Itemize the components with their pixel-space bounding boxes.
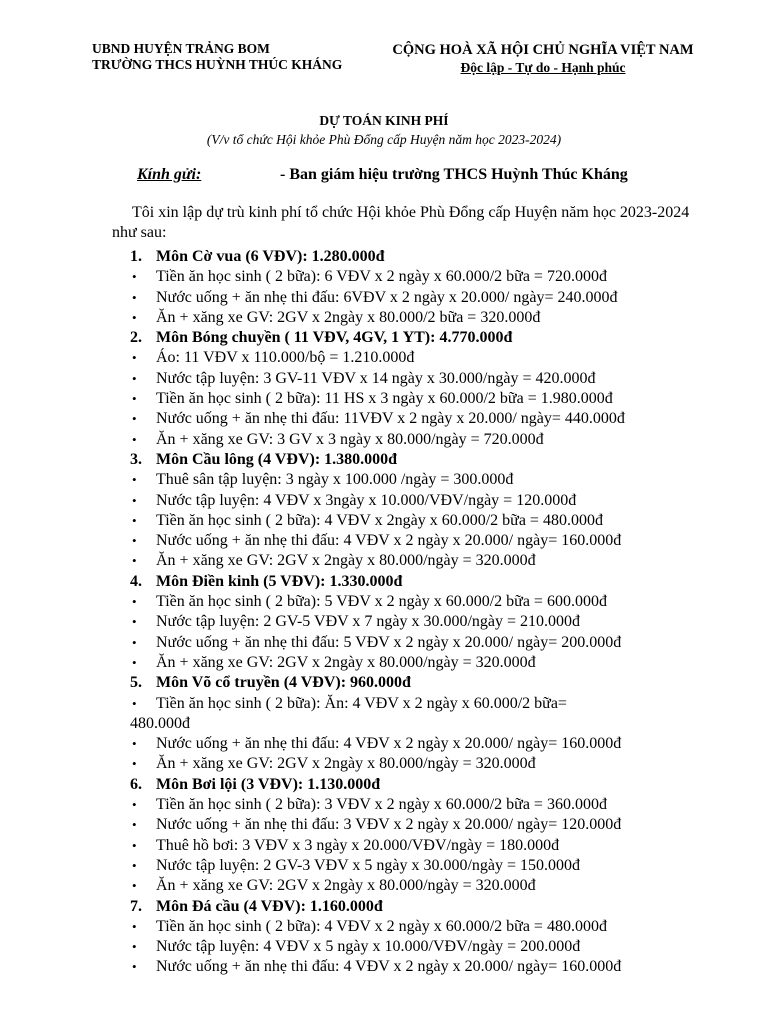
bullet-icon: • bbox=[132, 918, 137, 934]
list-item: • Ăn + xăng xe GV: 2GV x 2ngày x 80.000/ngày = 320.000đ bbox=[130, 551, 710, 571]
list-item: • Nước tập luyện: 2 GV-3 VĐV x 5 ngày x 30.000/ngày = 150.000đ bbox=[130, 856, 710, 876]
bullet-icon: • bbox=[132, 817, 137, 833]
list-item: • Ăn + xăng xe GV: 2GV x 2ngày x 80.000/ngày = 320.000đ bbox=[130, 754, 710, 774]
section-heading: 7. Môn Đá cầu (4 VĐV): 1.160.000đ bbox=[130, 897, 383, 915]
agency-name: UBND HUYỆN TRẢNG BOM bbox=[92, 41, 270, 56]
list-item: • Nước tập luyện: 4 VĐV x 5 ngày x 10.000/VĐV/ngày = 200.000đ bbox=[130, 937, 710, 957]
list-item: • Tiền ăn học sinh ( 2 bữa): 11 HS x 3 ngày x 60.000/2 bữa = 1.980.000đ bbox=[130, 389, 710, 409]
greeting-label: Kính gửi: bbox=[137, 166, 202, 183]
bullet-icon: • bbox=[132, 512, 137, 528]
document-title: DỰ TOÁN KINH PHÍ bbox=[319, 113, 449, 128]
bullet-icon: • bbox=[132, 878, 137, 894]
greeting-recipient: - Ban giám hiệu trường THCS Huỳnh Thúc Kháng bbox=[280, 166, 628, 183]
bullet-icon: • bbox=[132, 594, 137, 610]
list-item: • Áo: 11 VĐV x 110.000/bộ = 1.210.000đ bbox=[130, 348, 710, 368]
list-item: • Tiền ăn học sinh ( 2 bữa): 6 VĐV x 2 ngày x 60.000/2 bữa = 720.000đ bbox=[130, 267, 710, 287]
bullet-icon: • bbox=[132, 411, 137, 427]
list-item: • Nước tập luyện: 4 VĐV x 3ngày x 10.000/VĐV/ngày = 120.000đ bbox=[130, 491, 710, 511]
bullet-icon: • bbox=[132, 654, 137, 670]
section-heading: 3. Môn Cầu lông (4 VĐV): 1.380.000đ bbox=[130, 450, 398, 468]
bullet-icon: • bbox=[132, 695, 137, 711]
national-title: CỘNG HOÀ XÃ HỘI CHỦ NGHĨA VIỆT NAM bbox=[392, 42, 694, 58]
agency-header bbox=[92, 41, 342, 73]
list-item: • Nước uống + ăn nhẹ thi đấu: 3 VĐV x 2 ngày x 20.000/ ngày= 120.000đ bbox=[130, 815, 710, 835]
bullet-icon: • bbox=[132, 939, 137, 955]
bullet-icon: • bbox=[132, 391, 137, 407]
list-item: • Tiền ăn học sinh ( 2 bữa): Ăn: 4 VĐV x 2 ngày x 60.000/2 bữa= 480.000đ bbox=[130, 694, 710, 735]
list-item: • Nước tập luyện: 2 GV-5 VĐV x 7 ngày x 30.000/ngày = 210.000đ bbox=[130, 612, 710, 632]
bullet-icon: • bbox=[132, 837, 137, 853]
section-heading: 6. Môn Bơi lội (3 VĐV): 1.130.000đ bbox=[130, 775, 381, 793]
bullet-icon: • bbox=[132, 634, 137, 650]
bullet-icon: • bbox=[132, 269, 137, 285]
list-item: • Ăn + xăng xe GV: 2GV x 2ngày x 80.000/ngày = 320.000đ bbox=[130, 653, 710, 673]
section-heading: 2. Môn Bóng chuyền ( 11 VĐV, 4GV, 1 YT): 4.770.000đ bbox=[130, 329, 513, 347]
bullet-icon: • bbox=[132, 350, 137, 366]
bullet-icon: • bbox=[132, 370, 137, 386]
bullet-icon: • bbox=[132, 614, 137, 630]
list-item: • Nước uống + ăn nhẹ thi đấu: 4 VĐV x 2 ngày x 20.000/ ngày= 160.000đ bbox=[130, 734, 710, 754]
bullet-icon: • bbox=[132, 289, 137, 305]
list-item: • Tiền ăn học sinh ( 2 bữa): 3 VĐV x 2 ngày x 60.000/2 bữa = 360.000đ bbox=[130, 795, 710, 815]
list-item: • Nước uống + ăn nhẹ thi đấu: 11VĐV x 2 ngày x 20.000/ ngày= 440.000đ bbox=[130, 409, 710, 429]
school-name: TRƯỜNG THCS HUỲNH THÚC KHÁNG bbox=[92, 57, 343, 72]
list-item: • Tiền ăn học sinh ( 2 bữa): 4 VĐV x 2 ngày x 60.000/2 bữa = 480.000đ bbox=[130, 917, 710, 937]
bullet-icon: • bbox=[132, 309, 137, 325]
list-item: • Nước uống + ăn nhẹ thi đấu: 4 VĐV x 2 ngày x 20.000/ ngày= 160.000đ bbox=[130, 957, 710, 977]
list-item: • Nước uống + ăn nhẹ thi đấu: 5 VĐV x 2 ngày x 20.000/ ngày= 200.000đ bbox=[130, 633, 710, 653]
section-heading: 5. Môn Võ cổ truyền (4 VĐV): 960.000đ bbox=[130, 674, 411, 692]
section-heading: 1. Môn Cờ vua (6 VĐV): 1.280.000đ bbox=[130, 248, 385, 265]
national-header bbox=[378, 41, 708, 77]
list-item: • Thuê sân tập luyện: 3 ngày x 100.000 /ngày = 300.000đ bbox=[130, 470, 710, 490]
bullet-icon: • bbox=[132, 736, 137, 752]
budget-sections bbox=[130, 247, 710, 978]
list-item: • Nước uống + ăn nhẹ thi đấu: 4 VĐV x 2 ngày x 20.000/ ngày= 160.000đ bbox=[130, 531, 710, 551]
bullet-icon: • bbox=[132, 959, 137, 975]
bullet-icon: • bbox=[132, 533, 137, 549]
bullet-icon: • bbox=[132, 492, 137, 508]
bullet-icon: • bbox=[132, 797, 137, 813]
list-item: • Thuê hồ bơi: 3 VĐV x 3 ngày x 20.000/VĐV/ngày = 180.000đ bbox=[130, 836, 710, 856]
list-item: • Tiền ăn học sinh ( 2 bữa): 5 VĐV x 2 ngày x 60.000/2 bữa = 600.000đ bbox=[130, 592, 710, 612]
intro-paragraph: Tôi xin lập dự trù kinh phí tổ chức Hội khỏe Phù Đổng cấp Huyện năm học 2023-2024 như sau: bbox=[112, 204, 690, 241]
list-item: • Ăn + xăng xe GV: 2GV x 2ngày x 80.000/2 bữa = 320.000đ bbox=[130, 308, 710, 328]
section-heading: 4. Môn Điền kinh (5 VĐV): 1.330.000đ bbox=[130, 572, 403, 590]
bullet-icon: • bbox=[132, 553, 137, 569]
bullet-icon: • bbox=[132, 857, 137, 873]
list-item: • Ăn + xăng xe GV: 2GV x 2ngày x 80.000/ngày = 320.000đ bbox=[130, 876, 710, 896]
list-item: • Ăn + xăng xe GV: 3 GV x 3 ngày x 80.000/ngày = 720.000đ bbox=[130, 430, 710, 450]
document-subtitle: (V/v tổ chức Hội khỏe Phù Đổng cấp Huyện năm học 2023-2024) bbox=[206, 132, 562, 147]
list-item: • Tiền ăn học sinh ( 2 bữa): 4 VĐV x 2ngày x 60.000/2 bữa = 480.000đ bbox=[130, 511, 710, 531]
bullet-icon: • bbox=[132, 472, 137, 488]
list-item: • Nước uống + ăn nhẹ thi đấu: 6VĐV x 2 ngày x 20.000/ ngày= 240.000đ bbox=[130, 288, 710, 308]
bullet-icon: • bbox=[132, 756, 137, 772]
national-motto: Độc lập - Tự do - Hạnh phúc bbox=[460, 60, 626, 75]
item-continuation: 480.000đ bbox=[130, 714, 190, 732]
bullet-icon: • bbox=[132, 431, 137, 447]
list-item: • Nước tập luyện: 3 GV-11 VĐV x 14 ngày x 30.000/ngày = 420.000đ bbox=[130, 369, 710, 389]
